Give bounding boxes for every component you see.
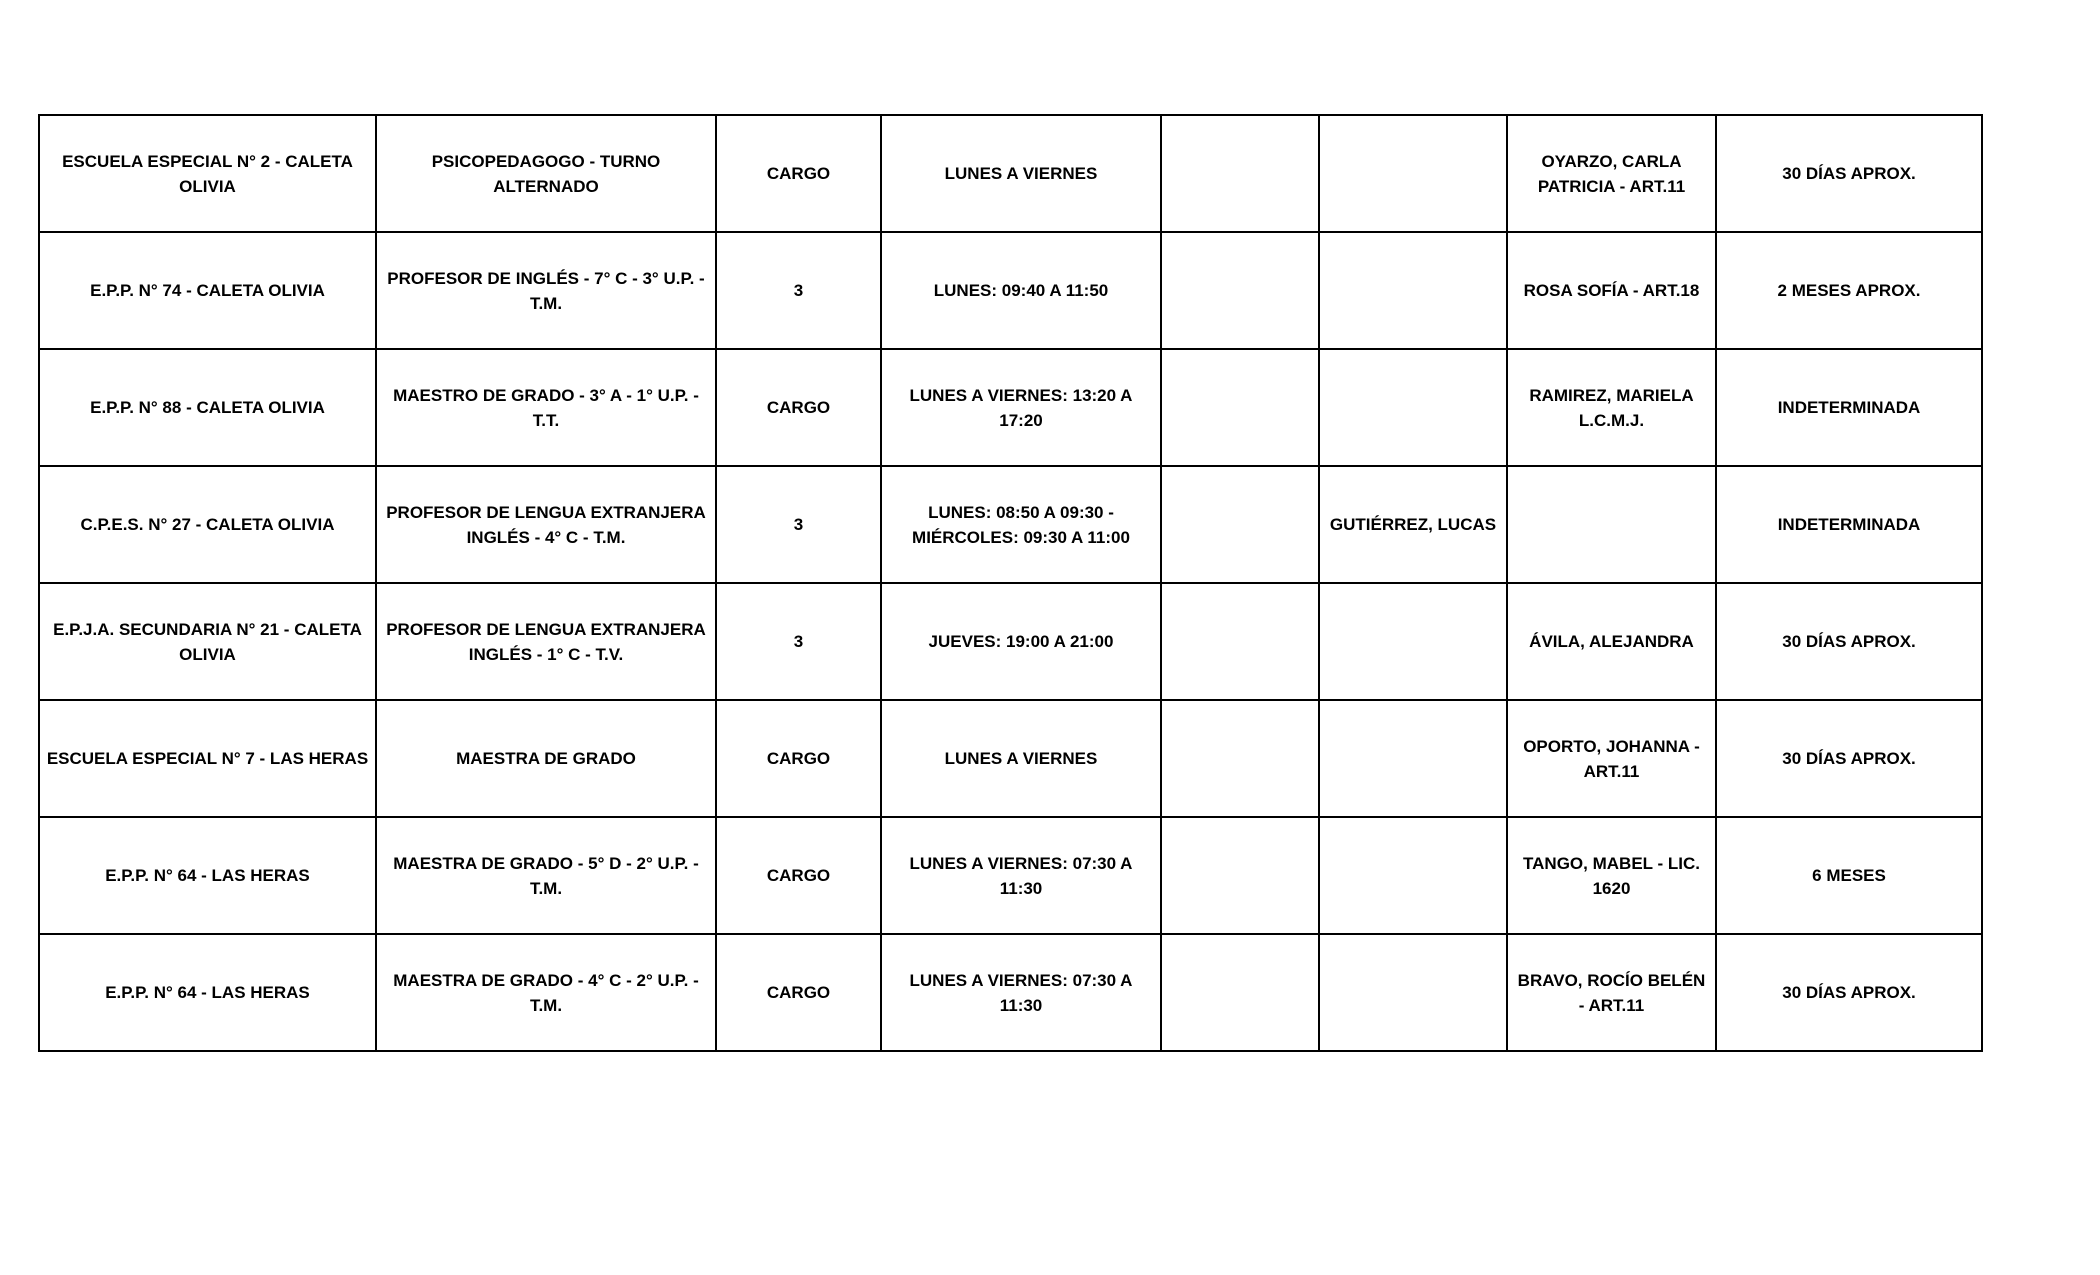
position-cell: PROFESOR DE LENGUA EXTRANJERA INGLÉS - 4° C - T.M. xyxy=(376,466,716,583)
blank-cell-a xyxy=(1161,817,1319,934)
position-cell: PROFESOR DE INGLÉS - 7° C - 3° U.P. - T.M. xyxy=(376,232,716,349)
hours-cell: 3 xyxy=(716,232,881,349)
replaced-teacher-cell: ROSA SOFÍA - ART.18 xyxy=(1507,232,1716,349)
school-cell: E.P.J.A. SECUNDARIA N° 21 - CALETA OLIVIA xyxy=(39,583,376,700)
table-row xyxy=(39,349,1982,466)
school-cell: E.P.P. N° 64 - LAS HERAS xyxy=(39,817,376,934)
holder-cell xyxy=(1319,934,1507,1051)
position-cell: MAESTRA DE GRADO - 5° D - 2° U.P. - T.M. xyxy=(376,817,716,934)
duration-cell: INDETERMINADA xyxy=(1716,349,1982,466)
schedule-cell: JUEVES: 19:00 A 21:00 xyxy=(881,583,1161,700)
replaced-teacher-cell: BRAVO, ROCÍO BELÉN - ART.11 xyxy=(1507,934,1716,1051)
blank-cell-a xyxy=(1161,349,1319,466)
table-row xyxy=(39,583,1982,700)
school-cell: E.P.P. N° 88 - CALETA OLIVIA xyxy=(39,349,376,466)
schedule-cell: LUNES A VIERNES xyxy=(881,115,1161,232)
duration-cell: 6 MESES xyxy=(1716,817,1982,934)
school-cell: E.P.P. N° 64 - LAS HERAS xyxy=(39,934,376,1051)
table-row xyxy=(39,466,1982,583)
holder-cell xyxy=(1319,349,1507,466)
hours-cell: 3 xyxy=(716,466,881,583)
duration-cell: 30 DÍAS APROX. xyxy=(1716,934,1982,1051)
position-cell: MAESTRA DE GRADO - 4° C - 2° U.P. - T.M. xyxy=(376,934,716,1051)
replaced-teacher-cell xyxy=(1507,466,1716,583)
hours-cell: CARGO xyxy=(716,115,881,232)
hours-cell: CARGO xyxy=(716,934,881,1051)
table-row xyxy=(39,700,1982,817)
school-cell: C.P.E.S. N° 27 - CALETA OLIVIA xyxy=(39,466,376,583)
position-cell: MAESTRA DE GRADO xyxy=(376,700,716,817)
table-row xyxy=(39,817,1982,934)
hours-cell: CARGO xyxy=(716,817,881,934)
holder-cell xyxy=(1319,115,1507,232)
duration-cell: 2 MESES APROX. xyxy=(1716,232,1982,349)
table-row xyxy=(39,115,1982,232)
duration-cell: 30 DÍAS APROX. xyxy=(1716,115,1982,232)
table-row xyxy=(39,934,1982,1051)
schedule-cell: LUNES A VIERNES xyxy=(881,700,1161,817)
holder-cell xyxy=(1319,700,1507,817)
blank-cell-a xyxy=(1161,583,1319,700)
position-cell: MAESTRO DE GRADO - 3° A - 1° U.P. - T.T. xyxy=(376,349,716,466)
vacancies-table xyxy=(38,114,1983,1052)
school-cell: ESCUELA ESPECIAL N° 2 - CALETA OLIVIA xyxy=(39,115,376,232)
duration-cell: INDETERMINADA xyxy=(1716,466,1982,583)
holder-cell xyxy=(1319,232,1507,349)
blank-cell-a xyxy=(1161,232,1319,349)
hours-cell: CARGO xyxy=(716,349,881,466)
holder-cell xyxy=(1319,583,1507,700)
table-body xyxy=(39,115,1982,1051)
replaced-teacher-cell: OPORTO, JOHANNA - ART.11 xyxy=(1507,700,1716,817)
hours-cell: 3 xyxy=(716,583,881,700)
blank-cell-a xyxy=(1161,466,1319,583)
replaced-teacher-cell: TANGO, MABEL - LIC. 1620 xyxy=(1507,817,1716,934)
schedule-cell: LUNES A VIERNES: 07:30 A 11:30 xyxy=(881,934,1161,1051)
replaced-teacher-cell: RAMIREZ, MARIELA L.C.M.J. xyxy=(1507,349,1716,466)
schedule-cell: LUNES: 08:50 A 09:30 - MIÉRCOLES: 09:30 A 11:00 xyxy=(881,466,1161,583)
school-cell: ESCUELA ESPECIAL N° 7 - LAS HERAS xyxy=(39,700,376,817)
blank-cell-a xyxy=(1161,700,1319,817)
blank-cell-a xyxy=(1161,115,1319,232)
duration-cell: 30 DÍAS APROX. xyxy=(1716,700,1982,817)
holder-cell: GUTIÉRREZ, LUCAS xyxy=(1319,466,1507,583)
position-cell: PSICOPEDAGOGO - TURNO ALTERNADO xyxy=(376,115,716,232)
schedule-cell: LUNES A VIERNES: 13:20 A 17:20 xyxy=(881,349,1161,466)
table-row xyxy=(39,232,1982,349)
position-cell: PROFESOR DE LENGUA EXTRANJERA INGLÉS - 1° C - T.V. xyxy=(376,583,716,700)
schedule-cell: LUNES A VIERNES: 07:30 A 11:30 xyxy=(881,817,1161,934)
school-cell: E.P.P. N° 74 - CALETA OLIVIA xyxy=(39,232,376,349)
blank-cell-a xyxy=(1161,934,1319,1051)
schedule-cell: LUNES: 09:40 A 11:50 xyxy=(881,232,1161,349)
duration-cell: 30 DÍAS APROX. xyxy=(1716,583,1982,700)
replaced-teacher-cell: OYARZO, CARLA PATRICIA - ART.11 xyxy=(1507,115,1716,232)
replaced-teacher-cell: ÁVILA, ALEJANDRA xyxy=(1507,583,1716,700)
holder-cell xyxy=(1319,817,1507,934)
hours-cell: CARGO xyxy=(716,700,881,817)
